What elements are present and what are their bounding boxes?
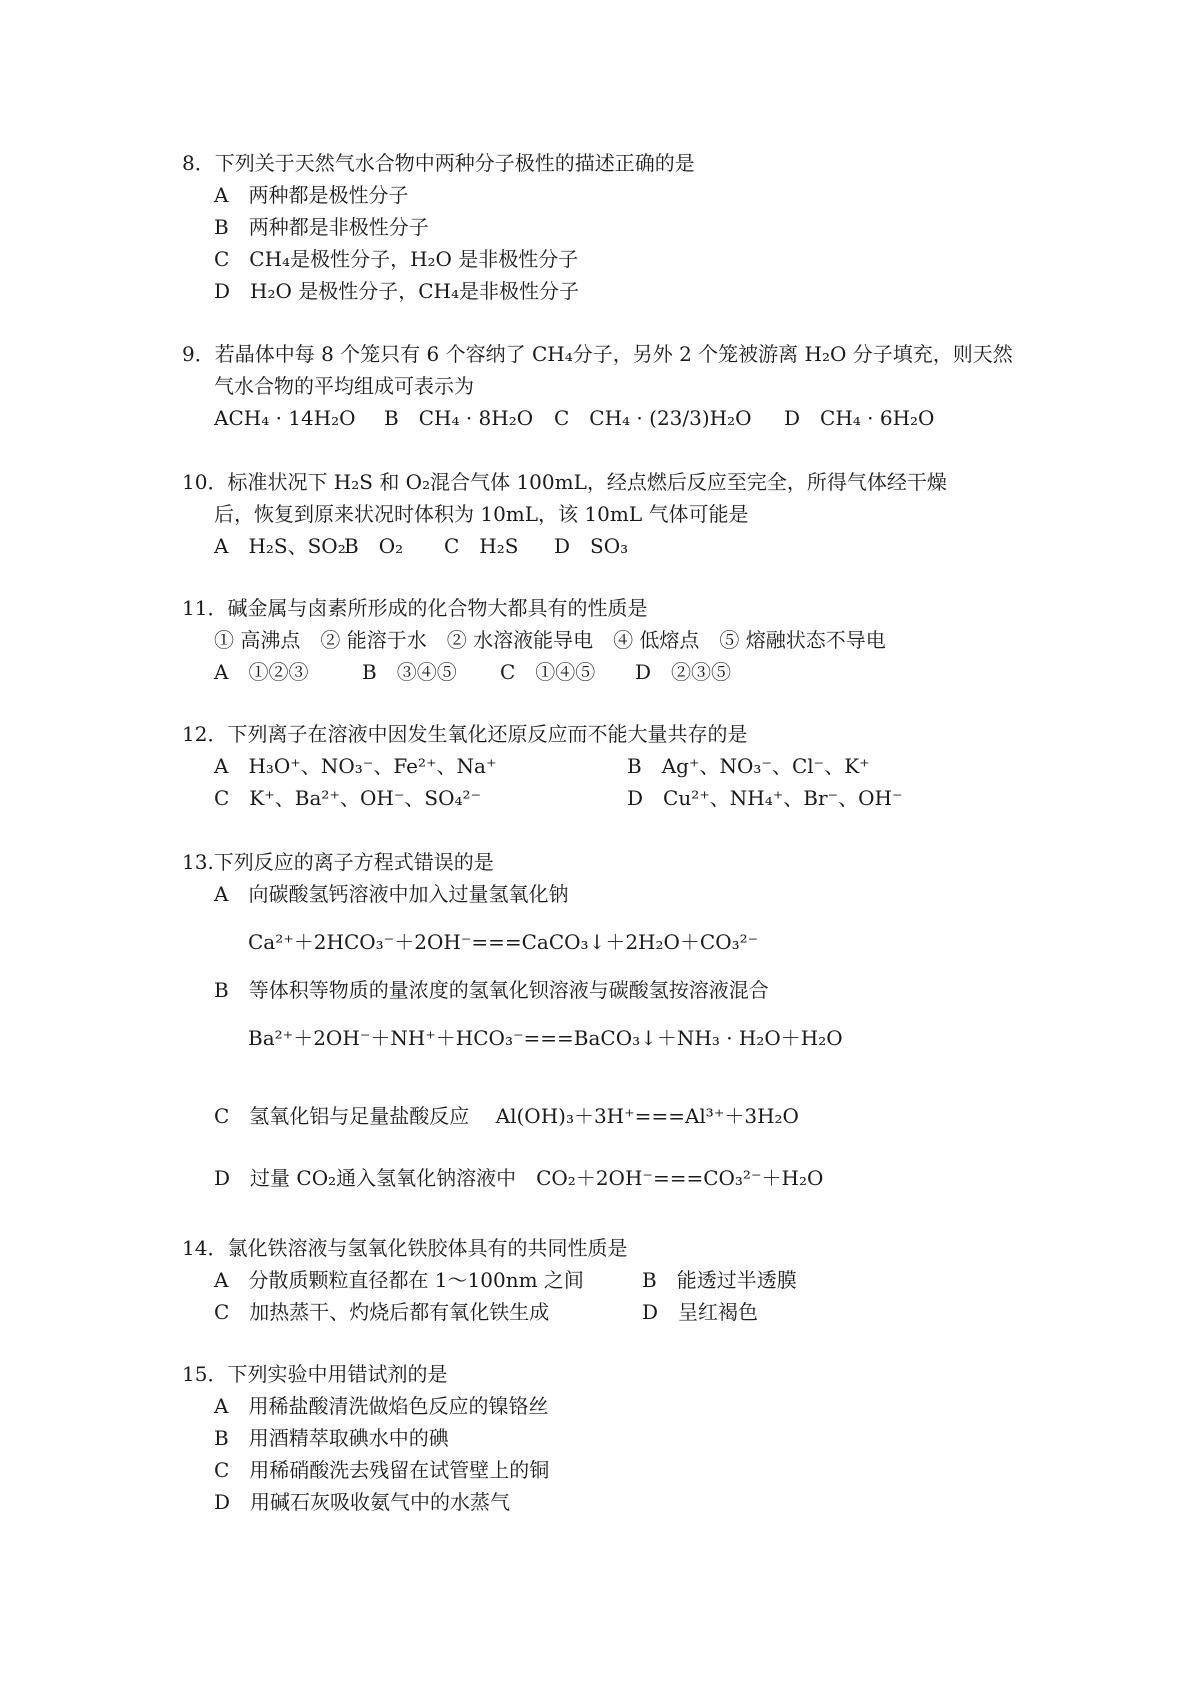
option-c: C 氢氧化铝与足量盐酸反应 Al(OH)₃＋3H⁺===Al³⁺＋3H₂O (214, 1104, 799, 1128)
option-d: D Cu²⁺、NH₄⁺、Br⁻、OH⁻ (627, 786, 903, 810)
question-stem: 14．氯化铁溶液与氢氧化铁胶体具有的共同性质是 (182, 1236, 628, 1260)
question-stem: 12．下列离子在溶液中因发生氧化还原反应而不能大量共存的是 (182, 722, 748, 746)
option-a: A 用稀盐酸清洗做焰色反应的镍铬丝 (214, 1394, 549, 1418)
options-row (182, 1264, 1042, 1296)
spacer (182, 1132, 1042, 1162)
option-b: B ③④⑤ (362, 660, 457, 684)
question-stem: 11．碱金属与卤素所形成的化合物大都具有的性质是 (182, 596, 648, 620)
option-b: B 用酒精萃取碘水中的碘 (214, 1426, 449, 1450)
option-a: A H₃O⁺、NO₃⁻、Fe²⁺、Na⁺ (214, 754, 497, 778)
question-14 (182, 1232, 1042, 1328)
option-c: C CH₄ · (23/3)H₂O (554, 406, 752, 430)
question-13 (182, 846, 1042, 1194)
option-d: D H₂O 是极性分子，CH₄是非极性分子 (214, 279, 580, 303)
option-b: B CH₄ · 8H₂O (384, 406, 534, 430)
question-stem: 9．若晶体中每 8 个笼只有 6 个容纳了 CH₄分子，另外 2 个笼被游离 H₂O 分子填充，则天然 (182, 342, 1013, 366)
option-a: A 分散质颗粒直径都在 1～100nm 之间 (214, 1268, 584, 1292)
question-12 (182, 718, 1042, 814)
option-a: A 向碳酸氢钙溶液中加入过量氢氧化钠 (214, 882, 569, 906)
equation-b: Ba²⁺＋2OH⁻＋NH⁺＋HCO₃⁻===BaCO₃↓＋NH₃ · H₂O＋H₂O (248, 1026, 843, 1050)
question-stem: 13.下列反应的离子方程式错误的是 (182, 850, 494, 874)
option-a: A ①②③ (214, 660, 309, 684)
option-d: D ②③⑤ (635, 660, 732, 684)
question-15 (182, 1358, 1042, 1518)
option-a: A 两种都是极性分子 (214, 183, 409, 207)
option-c: C ①④⑤ (500, 660, 596, 684)
question-stem: 10．标准状况下 H₂S 和 O₂混合气体 100mL，经点燃后反应至完全，所得气体经干燥 (182, 470, 947, 494)
property-list: ① 高沸点 ② 能溶于水 ② 水溶液能导电 ④ 低熔点 ⑤ 熔融状态不导电 (214, 628, 886, 652)
question-9 (182, 338, 1042, 434)
options-row (182, 782, 1042, 814)
options-row (182, 530, 1042, 562)
question-stem-cont: 气水合物的平均组成可表示为 (214, 374, 474, 398)
option-c: C K⁺、Ba²⁺、OH⁻、SO₄²⁻ (214, 786, 482, 810)
option-c: C 加热蒸干、灼烧后都有氧化铁生成 (214, 1300, 550, 1324)
question-10 (182, 466, 1042, 562)
option-c: C H₂S (444, 534, 519, 558)
option-d: D SO₃ (554, 534, 629, 558)
option-b: B 两种都是非极性分子 (214, 215, 429, 239)
question-8 (182, 147, 1042, 307)
question-stem-cont: 后，恢复到原来状况时体积为 10mL，该 10mL 气体可能是 (214, 502, 749, 526)
spacer (182, 1070, 1042, 1100)
option-d: D 用碱石灰吸收氨气中的水蒸气 (214, 1490, 511, 1514)
option-c: C CH₄是极性分子，H₂O 是非极性分子 (214, 247, 579, 271)
options-row (182, 1296, 1042, 1328)
option-d: D 呈红褐色 (642, 1300, 759, 1324)
question-stem: 8．下列关于天然气水合物中两种分子极性的描述正确的是 (182, 151, 695, 175)
option-d: D CH₄ · 6H₂O (784, 406, 935, 430)
question-stem: 15．下列实验中用错试剂的是 (182, 1362, 448, 1386)
option-b: B O₂ (344, 534, 404, 558)
options-row (182, 656, 1042, 688)
option-a: A H₂S、SO₂ (214, 534, 346, 558)
option-a: ACH₄ · 14H₂O (214, 406, 356, 430)
option-b: B 等体积等物质的量浓度的氢氧化钡溶液与碳酸氢按溶液混合 (214, 978, 769, 1002)
question-11 (182, 592, 1042, 688)
option-b: B Ag⁺、NO₃⁻、Cl⁻、K⁺ (627, 754, 870, 778)
option-b: B 能透过半透膜 (642, 1268, 797, 1292)
options-row (182, 402, 1042, 434)
option-c: C 用稀硝酸洗去残留在试管壁上的铜 (214, 1458, 550, 1482)
option-d: D 过量 CO₂通入氢氧化钠溶液中 CO₂＋2OH⁻===CO₃²⁻＋H₂O (214, 1166, 824, 1190)
equation-a: Ca²⁺＋2HCO₃⁻＋2OH⁻===CaCO₃↓＋2H₂O＋CO₃²⁻ (248, 930, 759, 954)
options-row (182, 750, 1042, 782)
